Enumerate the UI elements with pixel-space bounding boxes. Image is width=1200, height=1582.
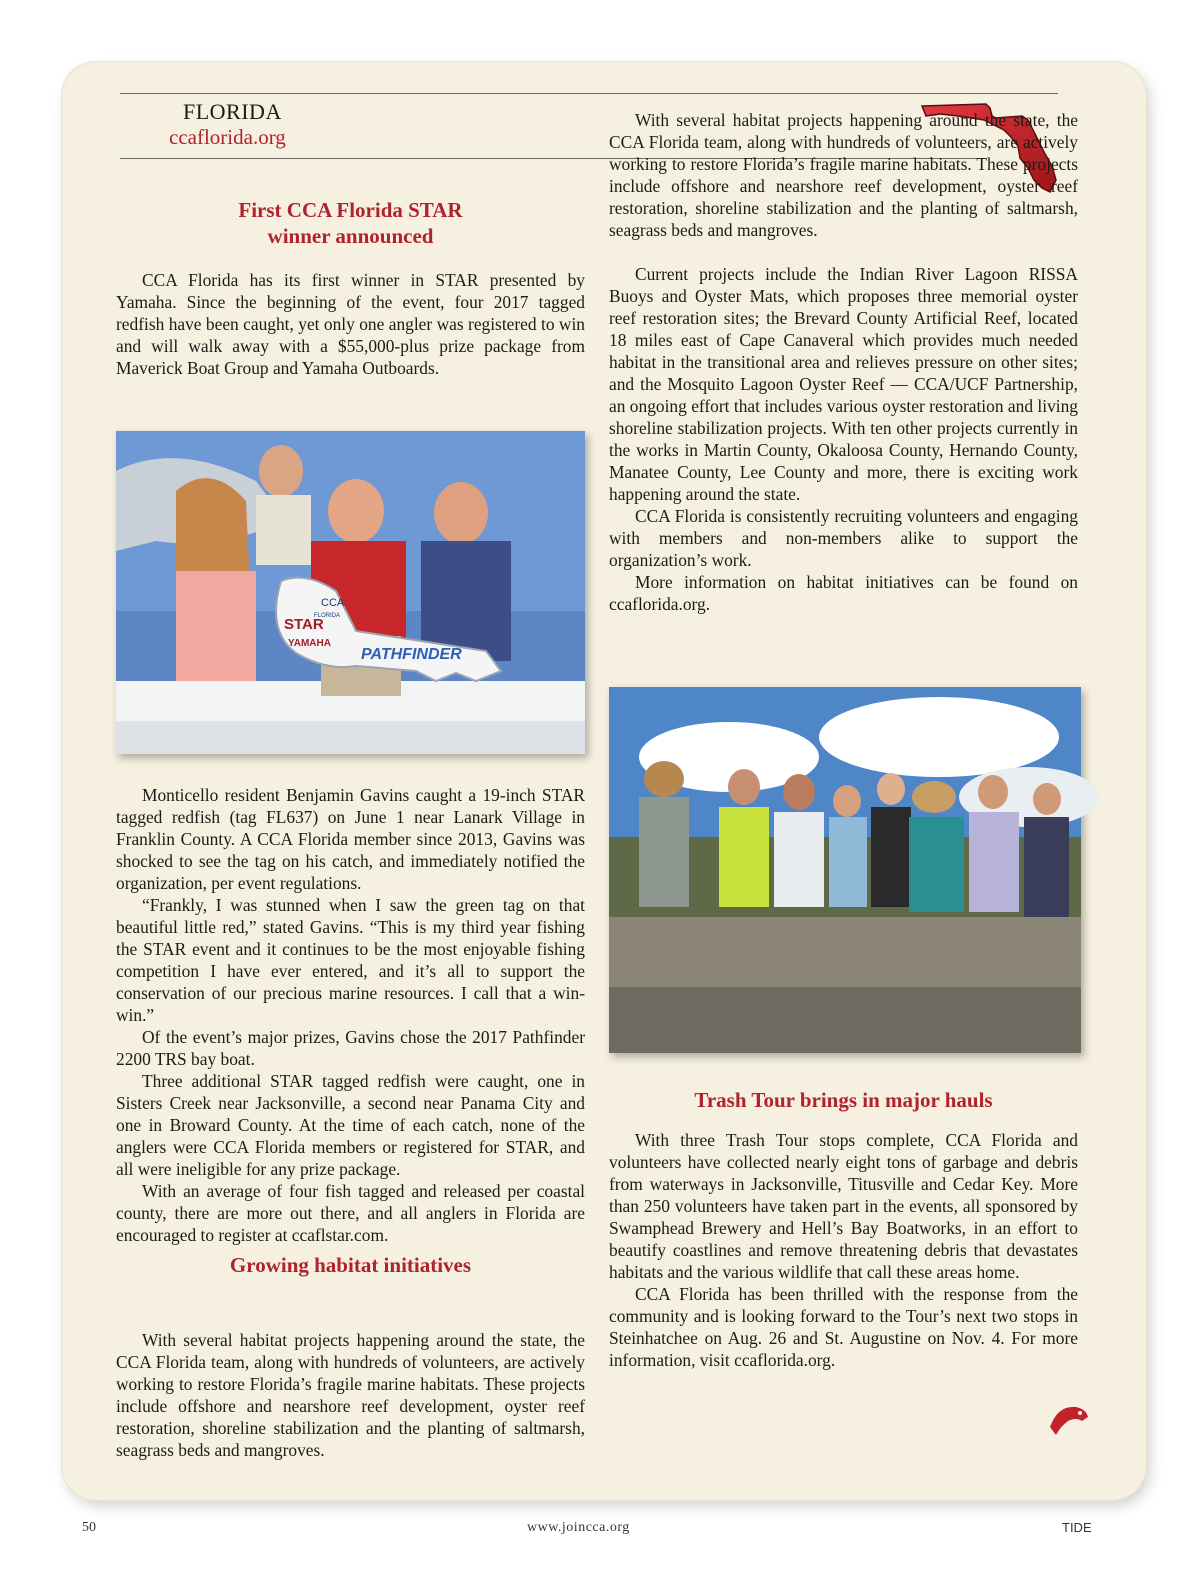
paragraph: With several habitat projects happening around the state, the CCA Florida team, along with hundreds of volunteers, are actively working to restore Florida’s fragile marine habitats. These projects include offshore and nearshore reef development, oyster reef restoration, shoreline stabilization and the planting of saltmarsh, seagrass beds and mangroves.: [609, 110, 1078, 240]
key-yamaha-text: YAMAHA: [288, 638, 331, 649]
article-habitat-continued: [609, 110, 1078, 263]
paragraph: Three additional STAR tagged redfish were caught, one in Sisters Creek near Jacksonville, a second near Panama City and one in Broward County. At the time of each catch, none of the anglers were CCA Florida members or registered for STAR, and all were ineligible for any prize package.: [116, 1071, 585, 1179]
key-pathfinder-text: PATHFINDER: [361, 646, 462, 663]
redfish-end-mark-icon: [1046, 1397, 1092, 1437]
key-star-text: STAR: [284, 616, 324, 633]
article-star-intro: [116, 197, 585, 379]
paragraph: “Frankly, I was stunned when I saw the green tag on that beautiful little red,” stated Gavins. “This is my third year fishing the STAR event and it continues to be the most enjoyable fishing competition I have ever entered, and it’s all to support the conservation of our precious marine resources. I call that a win-win.”: [116, 895, 585, 1025]
section-state-url[interactable]: ccaflorida.org: [169, 125, 286, 149]
article-star-body: [116, 784, 585, 1284]
paragraph: Of the event’s major prizes, Gavins chose the 2017 Pathfinder 2200 TRS bay boat.: [116, 1027, 585, 1069]
key-florida-text: FLORIDA: [314, 613, 341, 619]
paragraph: Current projects include the Indian River Lagoon RISSA Buoys and Oyster Mats, which proposes three memorial oyster reef restoration sites; the Brevard County Artificial Reef, located 18 miles east of Cape Canaveral which provides much needed habitat in the transitional area and relieves pressure on other sites; and the Mosquito Lagoon Oyster Reef — CCA/UCF Partnership, an ongoing effort that includes various oyster restoration and living shoreline stabilization projects. With ten other projects currently in the works in Martin County, Okaloosa County, Hernando County, Manatee County, Lee County and more, there is exciting work happening around the state.: [609, 264, 1078, 504]
photo-star-winners: [116, 431, 585, 754]
photo-trash-tour-volunteers: [609, 687, 1081, 1053]
section-state-title: FLORIDA: [183, 99, 282, 124]
paragraph: Monticello resident Benjamin Gavins caught a 19-inch STAR tagged redfish (tag FL637) on June 1 near Lanark Village in Franklin County. A CCA Florida member since 2013, Gavins was shocked to see the tag on his catch, and immediately notified the organization, per event regulations.: [116, 785, 585, 893]
article-habitat-part1: [116, 1329, 585, 1460]
article-trash-tour-heading: Trash Tour brings in major hauls: [694, 1088, 993, 1112]
article-habitat-part2: [609, 263, 1078, 615]
paragraph: With three Trash Tour stops complete, CCA Florida and volunteers have collected nearly eight tons of garbage and debris from waterways in Jacksonville, Titusville and Cedar Key. More than 250 volunteers have taken part in the events, all sponsored by Swamphead Brewery and Hell’s Bay Boatworks, in an effort to beautify coastlines and remove threatening debris that devastates habitats and the various wildlife that call these areas home.: [609, 1130, 1078, 1282]
heading-line-1: First CCA Florida STAR: [238, 198, 463, 222]
key-cca-text: CCA: [321, 597, 345, 609]
paragraph: CCA Florida has been thrilled with the response from the community and is looking forward to the Tour’s next two stops in Steinhatchee on Aug. 26 and St. Augustine on Nov. 4. For more information, visit ccaflorida.org.: [609, 1284, 1078, 1370]
paragraph: With several habitat projects happening around the state, the CCA Florida team, along with hundreds of volunteers, are actively working to restore Florida’s fragile marine habitats. These projects include offshore and nearshore reef development, oyster reef restoration, shoreline stabilization and the planting of saltmarsh, seagrass beds and mangroves.: [116, 1330, 585, 1460]
paragraph: CCA Florida is consistently recruiting volunteers and engaging with members and non-members alike to support the organization’s work.: [609, 506, 1078, 570]
paragraph: More information on habitat initiatives can be found on ccaflorida.org.: [609, 572, 1078, 614]
article-star-heading: [116, 197, 585, 249]
paragraph: With an average of four fish tagged and released per coastal county, there are more out there, and all anglers in Florida are encouraged to register at ccaflstar.com.: [116, 1181, 585, 1245]
article-habitat-heading: Growing habitat initiatives: [229, 1253, 472, 1277]
footer-magazine-name: TIDE: [1062, 1520, 1092, 1535]
article-trash-tour: [609, 1087, 1078, 1371]
paragraph: CCA Florida has its first winner in STAR presented by Yamaha. Since the beginning of the event, four 2017 tagged redfish have been caught, yet only one angler was registered to win and will walk away with a $55,000-plus prize package from Maverick Boat Group and Yamaha Outboards.: [116, 270, 585, 378]
heading-line-2: winner announced: [267, 224, 434, 248]
header-rule-top: [120, 93, 1058, 94]
page-number: 50: [82, 1520, 96, 1535]
footer-website[interactable]: www.joincca.org: [527, 1520, 630, 1535]
